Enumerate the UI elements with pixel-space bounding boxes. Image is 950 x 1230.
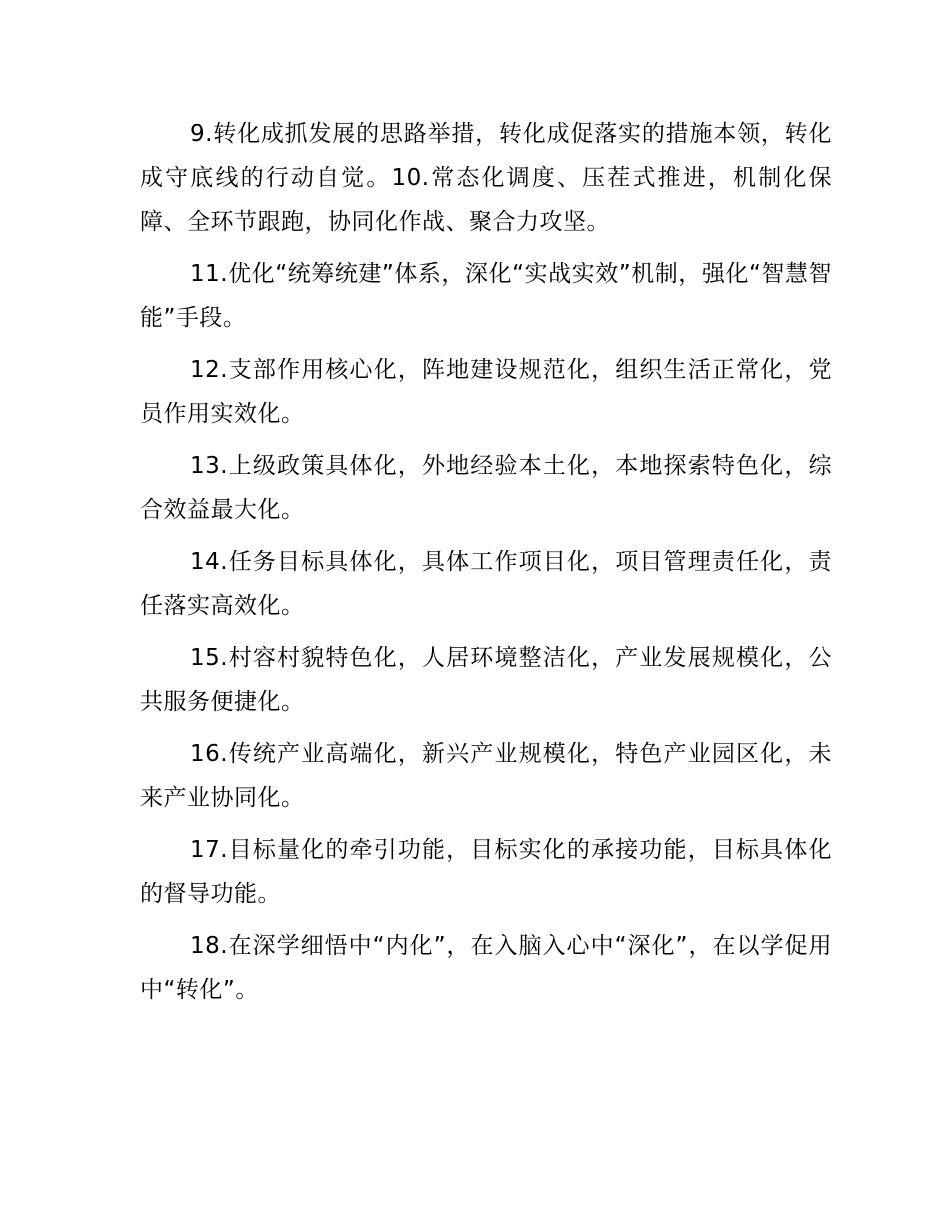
document-body xyxy=(140,112,832,1020)
paragraph-9-10: 9.转化成抓发展的思路举措，转化成促落实的措施本领，转化成守底线的行动自觉。10.常态化调度、压茬式推进，机制化保障、全环节跟跑，协同化作战、聚合力攻坚。 xyxy=(140,121,832,235)
paragraph-15: 15.村容村貌特色化，人居环境整洁化，产业发展规模化，公共服务便捷化。 xyxy=(140,645,832,715)
paragraph-14: 14.任务目标具体化，具体工作项目化，项目管理责任化，责任落实高效化。 xyxy=(140,549,832,619)
paragraph-16: 16.传统产业高端化，新兴产业规模化，特色产业园区化，未来产业协同化。 xyxy=(140,741,832,811)
paragraph-11: 11.优化“统筹统建”体系，深化“实战实效”机制，强化“智慧智能”手段。 xyxy=(140,261,832,331)
paragraph-13: 13.上级政策具体化，外地经验本土化，本地探索特色化，综合效益最大化。 xyxy=(140,453,832,523)
paragraph-18: 18.在深学细悟中“内化”，在入脑入心中“深化”，在以学促用中“转化”。 xyxy=(140,933,832,1003)
paragraph-12: 12.支部作用核心化，阵地建设规范化，组织生活正常化，党员作用实效化。 xyxy=(140,357,832,427)
paragraph-17: 17.目标量化的牵引功能，目标实化的承接功能，目标具体化的督导功能。 xyxy=(140,837,832,907)
